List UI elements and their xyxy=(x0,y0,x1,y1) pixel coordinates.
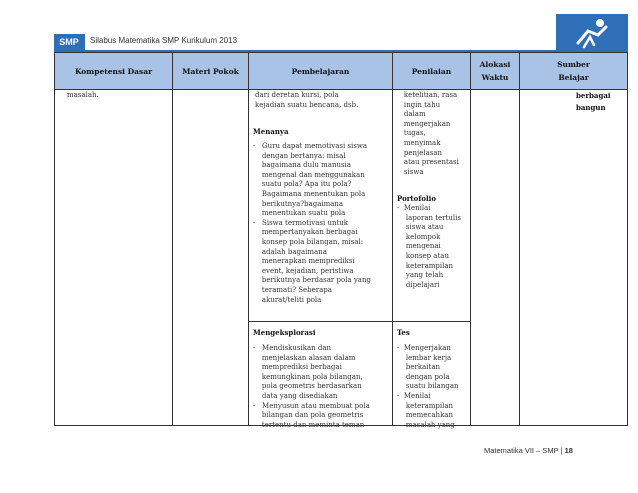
mengeksplorasi-heading: Mengeksplorasi xyxy=(253,328,316,337)
header-sumber-belajar xyxy=(520,53,627,89)
portofolio-line: konsep atau xyxy=(397,252,449,260)
menanya-line: konsep pola bilangan, misal: xyxy=(253,238,364,246)
eksplorasi-line: menjelaskan alasan dalam xyxy=(253,353,356,362)
menanya-line: berikutnya?bagaimana xyxy=(253,199,344,208)
syllabus-table xyxy=(54,52,628,429)
tes-line: suatu bilangan xyxy=(397,382,459,391)
menanya-line: teramati? Seberapa xyxy=(253,286,332,294)
eksplorasi-line: pola geometris berdasarkan xyxy=(253,382,362,391)
menanya-line: menerapkan memprediksi xyxy=(253,257,355,266)
eksplorasi-line: kemungkinan pola bilangan, xyxy=(253,372,363,381)
header-tag: SMP xyxy=(54,34,84,50)
tes-line: memecahkan xyxy=(397,411,453,420)
header-kompetensi-dasar: Kompetensi Dasar xyxy=(55,53,173,89)
header-materi-pokok: Materi Pokok xyxy=(173,53,249,89)
tes-heading: Tes xyxy=(397,328,410,337)
menanya-line: dengan bertanya: misal xyxy=(253,151,346,160)
menanya-line: - Siswa termotivasi untuk xyxy=(253,218,349,227)
cell-materi-pokok xyxy=(173,89,249,425)
menanya-line: mempertanyakan berbagai xyxy=(253,228,358,237)
header-penilaian: Penilaian xyxy=(393,53,471,89)
header-sumber-line1: Sumber xyxy=(557,60,590,69)
pen-top-line: siswa xyxy=(395,167,424,176)
cell-kompetensi-dasar xyxy=(55,89,173,425)
tes-line: berkaitan xyxy=(397,363,441,372)
menanya-line: berikutnya berdasar pola yang xyxy=(253,276,371,285)
pen-top-line: penjelasan xyxy=(395,148,443,157)
portofolio-heading: Portofolio xyxy=(397,194,437,203)
eksplorasi-line: - Menyusun atau membuat pola xyxy=(253,401,370,410)
portofolio-line: dipelajari xyxy=(397,280,440,289)
eksplorasi-line: data yang disediakan xyxy=(253,392,338,400)
eksplorasi-line: tertentu dan meminta teman xyxy=(253,420,365,429)
tes-line: - Menilai xyxy=(397,392,431,400)
portofolio-line: siswa atau xyxy=(397,223,444,232)
menanya-line: adalah bagaimana xyxy=(253,247,327,256)
tes-line: lembar kerja xyxy=(397,353,452,362)
header-sumber-line2: Belajar xyxy=(558,73,589,82)
menanya-line: menentukan suatu pola xyxy=(253,209,346,218)
eksplorasi-line: memprediksi berbagai xyxy=(253,363,342,372)
portofolio-line: - Menilai xyxy=(397,204,431,212)
eksplorasi-line: - Mendiskusikan dan xyxy=(253,344,332,352)
header-pembelajaran: Pembelajaran xyxy=(249,53,393,89)
portofolio-line: laporan tertulis xyxy=(397,213,461,222)
pen-top-line: ingin tahu xyxy=(395,100,441,109)
sumber-line: berbagai xyxy=(576,91,611,100)
pen-top-line: mengerjakan xyxy=(395,119,451,128)
pem-top-line: dari deretan kursi, pola xyxy=(255,91,339,99)
eksplorasi-line: bilangan dan pola geometris xyxy=(253,411,364,420)
pen-top-line: menyimak xyxy=(395,139,441,147)
page-footer xyxy=(484,446,573,455)
menanya-line: mengenal dan menggunakan xyxy=(253,170,365,179)
pen-top-line: ketelitian, rasa xyxy=(395,91,458,99)
header-alokasi-line1: Alokasi xyxy=(479,60,511,69)
penilaian-divider xyxy=(393,321,470,322)
header-separator xyxy=(83,34,85,50)
cell-pembelajaran xyxy=(249,89,393,429)
header-alokasi-waktu xyxy=(471,53,520,89)
pen-top-line: tugas, xyxy=(395,129,426,138)
tes-line: dengan pola xyxy=(397,372,450,381)
header-title: Silabus Matematika SMP Kurikulum 2013 xyxy=(90,36,238,45)
logo xyxy=(556,14,628,52)
tes-line: - Mengerjakan xyxy=(397,344,451,352)
table-header xyxy=(55,53,627,90)
menanya-line: suatu pola? Apa itu pola? xyxy=(253,180,352,189)
tes-line: keterampilan xyxy=(397,401,454,410)
footer-text: Matematika VII – SMP | xyxy=(484,446,563,455)
page-number: 18 xyxy=(564,446,573,455)
pembelajaran-divider xyxy=(249,321,392,322)
menanya-line: bagaimana dulu manusia xyxy=(253,161,351,170)
portofolio-line: keterampilan xyxy=(397,261,454,270)
cell-alokasi-waktu xyxy=(471,89,520,425)
portofolio-line: mengenai xyxy=(397,242,441,251)
cell-penilaian xyxy=(393,89,471,429)
pen-top-line: atau presentasi xyxy=(395,158,459,167)
tes-line: masalah yang xyxy=(397,420,455,429)
kd-text: masalah. xyxy=(67,91,99,99)
menanya-line: - Guru dapat memotivasi siswa xyxy=(253,142,368,150)
figure-logo-icon xyxy=(570,17,614,49)
pem-top-line: kejadian suatu bencana, dsb. xyxy=(255,100,359,109)
cell-sumber-belajar xyxy=(520,89,627,425)
sumber-line: bangun xyxy=(576,103,606,112)
pen-top-line: dalam xyxy=(395,110,426,119)
portofolio-line: yang telah xyxy=(397,271,444,280)
menanya-line: Bagaimana menentukan pola xyxy=(253,190,366,198)
header-alokasi-line2: Waktu xyxy=(481,73,509,82)
menanya-line: akurat/teliti pola xyxy=(253,295,322,304)
portofolio-line: kelompok xyxy=(397,232,441,241)
menanya-heading: Menanya xyxy=(253,127,289,136)
menanya-line: event, kejadian, peristiwa xyxy=(253,266,354,275)
